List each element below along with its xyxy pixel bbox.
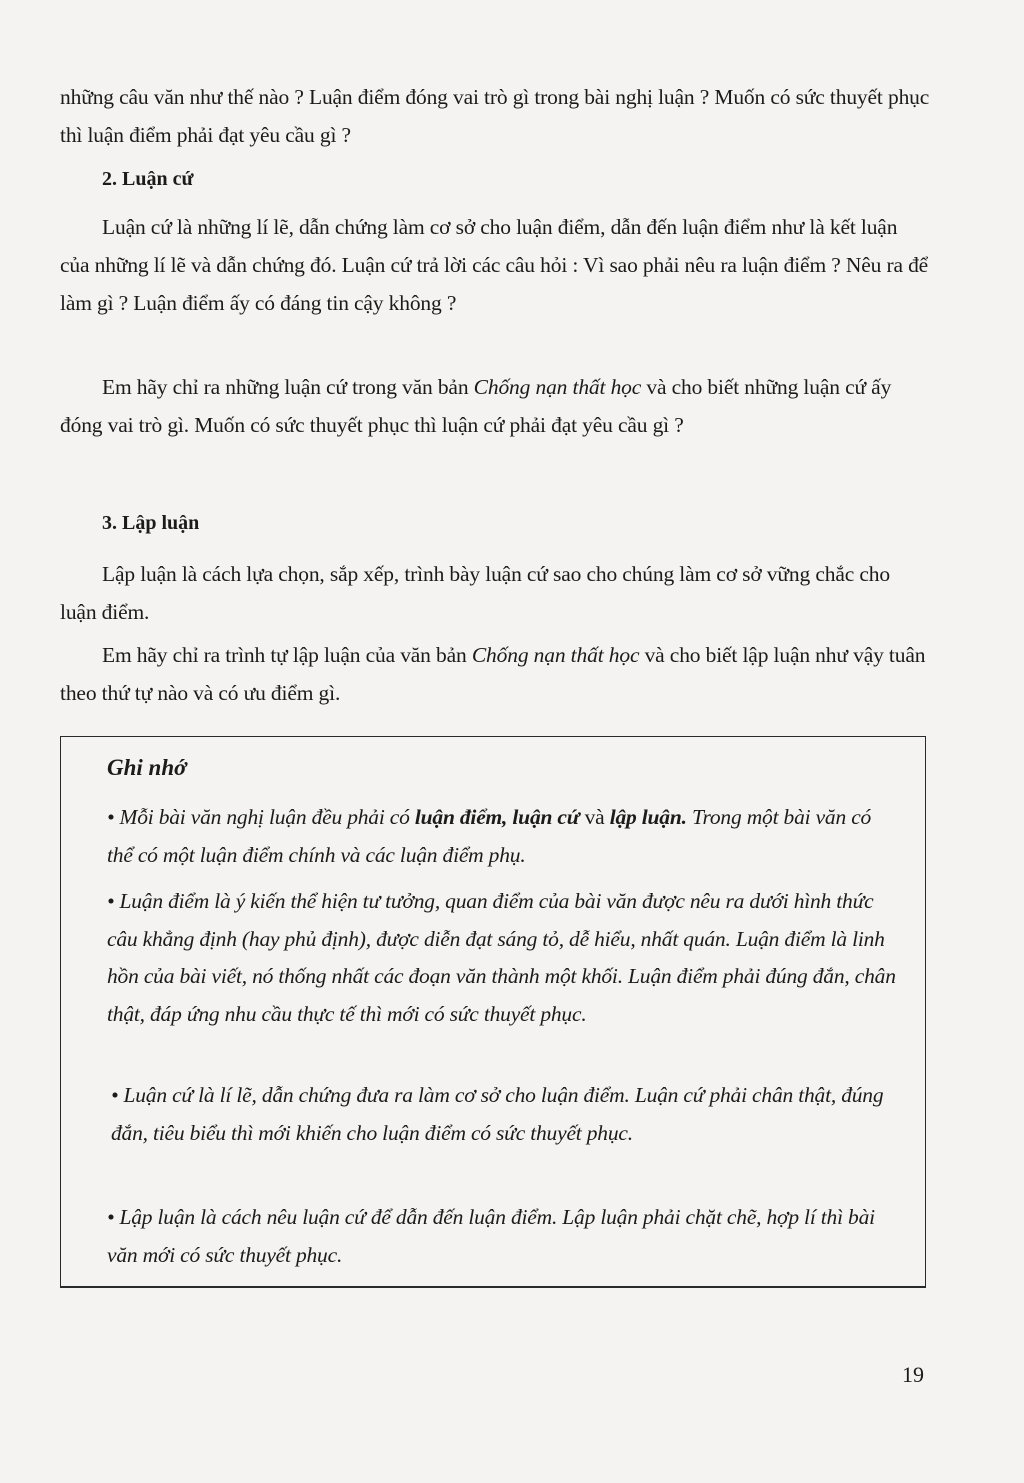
work-title: Chống nạn thất học xyxy=(473,375,642,399)
bullet-icon: • xyxy=(107,889,115,913)
paragraph-luan-cu-definition: Luận cứ là những lí lẽ, dẫn chứng làm cơ sở cho luận điểm, dẫn đến luận điểm như là kết luận của những lí lẽ và dẫn chứng đó. Luận cứ trả lời các câu hỏi : Vì sao phải nêu ra luận điểm ? Nêu ra để làm gì ? Luận điểm ấy có đáng tin cậy không ? xyxy=(60,215,929,315)
section-heading-lap-luan: 3. Lập luận xyxy=(102,512,200,534)
bullet-icon: • xyxy=(107,805,115,829)
paragraph-luan-cu-exercise xyxy=(60,368,930,444)
summary-bullet xyxy=(107,799,897,874)
section-heading-luan-cu: 2. Luận cứ xyxy=(102,168,194,190)
bullet-text: và xyxy=(579,805,610,829)
text-after: và cho biết lập luận như vậy tuân theo thứ tự nào và có ưu điểm gì. xyxy=(60,643,926,705)
bullet-text: Luận điểm là ý kiến thể hiện tư tưởng, quan điểm của bài văn được nêu ra dưới hình thức câu khẳng định (hay phủ định), được diễn đạt sáng tỏ, dễ hiểu, nhất quán. Luận điểm là linh hồn của bài viết, nó thống nhất các đoạn văn thành một khối. Luận điểm phải đúng đắn, chân thật, đáp ứng nhu cầu thực tế thì mới có sức thuyết phục. xyxy=(107,889,896,1026)
work-title: Chống nạn thất học xyxy=(471,643,640,667)
key-term: luận điểm, luận cứ xyxy=(414,805,580,829)
summary-bullet xyxy=(107,1199,897,1274)
bullet-text: Mỗi bài văn nghị luận đều phải có xyxy=(114,805,415,829)
summary-bullet xyxy=(111,1077,901,1152)
paragraph-lap-luan-definition: Lập luận là cách lựa chọn, sắp xếp, trình bày luận cứ sao cho chúng làm cơ sở vững chắc cho luận điểm. xyxy=(60,562,890,624)
key-term: lập luận. xyxy=(609,805,687,829)
bullet-icon: • xyxy=(111,1083,119,1107)
summary-bullet xyxy=(107,883,897,1033)
text-after: và cho biết những luận cứ ấy đóng vai trò gì. Muốn có sức thuyết phục thì luận cứ phải đạt yêu cầu gì ? xyxy=(60,375,892,437)
summary-box xyxy=(60,736,926,1288)
bullet-icon: • xyxy=(107,1205,115,1229)
text-before: Em hãy chỉ ra trình tự lập luận của văn bản xyxy=(102,643,472,667)
bullet-text: Luận cứ là lí lẽ, dẫn chứng đưa ra làm cơ sở cho luận điểm. Luận cứ phải chân thật, đúng đắn, tiêu biểu thì mới khiến cho luận điểm có sức thuyết phục. xyxy=(111,1083,884,1145)
page-number: 19 xyxy=(902,1362,924,1387)
paragraph-continuation: những câu văn như thế nào ? Luận điểm đóng vai trò gì trong bài nghị luận ? Muốn có sức thuyết phục thì luận điểm phải đạt yêu cầu gì ? xyxy=(60,85,930,147)
paragraph-lap-luan-exercise xyxy=(60,636,930,712)
summary-box-title: Ghi nhớ xyxy=(107,755,187,780)
text-before: Em hãy chỉ ra những luận cứ trong văn bản xyxy=(102,375,474,399)
bullet-text: Lập luận là cách nêu luận cứ để dẫn đến luận điểm. Lập luận phải chặt chẽ, hợp lí thì bài văn mới có sức thuyết phục. xyxy=(107,1205,875,1267)
bullet-text: Trong một bài văn có thể có một luận điểm chính và các luận điểm phụ. xyxy=(107,805,872,867)
